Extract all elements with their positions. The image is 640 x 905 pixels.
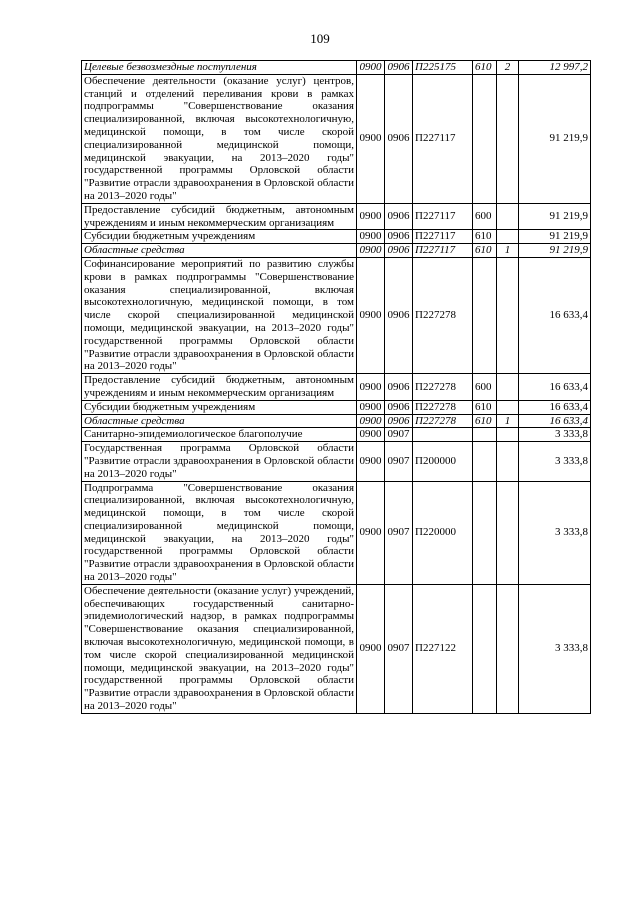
row-subsection: 0906 bbox=[385, 374, 413, 401]
row-amount: 3 333,8 bbox=[519, 442, 591, 481]
row-subsection: 0906 bbox=[385, 244, 413, 258]
row-target-code: П200000 bbox=[413, 442, 473, 481]
row-expense-type bbox=[473, 74, 497, 203]
row-section: 0900 bbox=[357, 442, 385, 481]
table-row bbox=[82, 584, 591, 713]
table-row bbox=[82, 74, 591, 203]
row-name: Предоставление субсидий бюджетным, автономным учреждениям и иным некоммерческим организациям bbox=[82, 203, 357, 230]
page-number: 109 bbox=[310, 31, 330, 46]
row-amount: 3 333,8 bbox=[519, 584, 591, 713]
row-subsection: 0906 bbox=[385, 230, 413, 244]
row-expense-type bbox=[473, 257, 497, 373]
row-expense-type: 610 bbox=[473, 400, 497, 414]
row-amount: 91 219,9 bbox=[519, 203, 591, 230]
row-name: Субсидии бюджетным учреждениям bbox=[82, 230, 357, 244]
row-amount: 16 633,4 bbox=[519, 374, 591, 401]
row-subsection: 0907 bbox=[385, 481, 413, 584]
row-section: 0900 bbox=[357, 428, 385, 442]
row-name: Субсидии бюджетным учреждениям bbox=[82, 400, 357, 414]
row-expense-type bbox=[473, 428, 497, 442]
row-amount: 12 997,2 bbox=[519, 61, 591, 75]
row-expense-type bbox=[473, 481, 497, 584]
budget-table-body bbox=[82, 61, 591, 714]
row-expense-type: 610 bbox=[473, 61, 497, 75]
row-expense-type: 610 bbox=[473, 244, 497, 258]
table-row bbox=[82, 414, 591, 428]
row-subsection: 0906 bbox=[385, 414, 413, 428]
row-expense-type: 600 bbox=[473, 374, 497, 401]
row-section: 0900 bbox=[357, 374, 385, 401]
row-funding-source bbox=[497, 442, 519, 481]
row-target-code: П225175 bbox=[413, 61, 473, 75]
row-amount: 16 633,4 bbox=[519, 257, 591, 373]
row-name: Целевые безвозмездные поступления bbox=[82, 61, 357, 75]
budget-table bbox=[81, 60, 591, 714]
table-row bbox=[82, 203, 591, 230]
row-funding-source bbox=[497, 230, 519, 244]
row-funding-source bbox=[497, 374, 519, 401]
table-row bbox=[82, 61, 591, 75]
row-amount: 16 633,4 bbox=[519, 414, 591, 428]
row-funding-source bbox=[497, 584, 519, 713]
row-name: Санитарно-эпидемиологическое благополучие bbox=[82, 428, 357, 442]
row-funding-source: 1 bbox=[497, 414, 519, 428]
row-target-code: П227117 bbox=[413, 244, 473, 258]
row-target-code: П227117 bbox=[413, 74, 473, 203]
row-funding-source bbox=[497, 428, 519, 442]
row-amount: 91 219,9 bbox=[519, 74, 591, 203]
table-row bbox=[82, 428, 591, 442]
table-row bbox=[82, 230, 591, 244]
row-section: 0900 bbox=[357, 244, 385, 258]
row-name: Софинансирование мероприятий по развитию службы крови в рамках подпрограммы "Совершенствование оказания специализированной, включая высокотехнологичную, медицинской помощи, в том числе скорой специализированной медицинской помощи, медицинской эвакуации, на 2013–2020 годы" государственной программы Орловской области "Развитие отрасли здравоохранения в Орловской области на 2013–2020 годы" bbox=[82, 257, 357, 373]
row-target-code: П227278 bbox=[413, 257, 473, 373]
table-row bbox=[82, 442, 591, 481]
row-name: Обеспечение деятельности (оказание услуг) учреждений, обеспечивающих государственный санитарно-эпидемиологический надзор, в рамках подпрограммы "Совершенствование оказания специализированной, включая высокотехнологичную, медицинской помощи, в том числе скорой специализированной медицинской помощи, медицинской эвакуации, на 2013–2020 годы" государственной программы Орловской области "Развитие отрасли здравоохранения в Орловской области на 2013–2020 годы" bbox=[82, 584, 357, 713]
row-subsection: 0906 bbox=[385, 203, 413, 230]
row-name: Предоставление субсидий бюджетным, автономным учреждениям и иным некоммерческим организациям bbox=[82, 374, 357, 401]
row-subsection: 0906 bbox=[385, 61, 413, 75]
row-funding-source bbox=[497, 400, 519, 414]
row-amount: 91 219,9 bbox=[519, 244, 591, 258]
row-section: 0900 bbox=[357, 400, 385, 414]
row-funding-source: 2 bbox=[497, 61, 519, 75]
row-section: 0900 bbox=[357, 61, 385, 75]
row-target-code: П227278 bbox=[413, 414, 473, 428]
row-name: Обеспечение деятельности (оказание услуг) центров, станций и отделений переливания крови в рамках подпрограммы "Совершенствование оказания специализированной, включая высокотехнологичную, медицинской помощи, в том числе скорой специализированной медицинской помощи, медицинской эвакуации, на 2013–2020 годы" государственной программы Орловской области "Развитие отрасли здравоохранения в Орловской области на 2013–2020 годы" bbox=[82, 74, 357, 203]
row-name: Подпрограмма "Совершенствование оказания специализированной, включая высокотехнологичную, медицинской помощи, в том числе скорой специализированной медицинской помощи, медицинской эвакуации, на 2013–2020 годы" государственной программы Орловской области "Развитие отрасли здравоохранения в Орловской области на 2013–2020 годы" bbox=[82, 481, 357, 584]
row-funding-source bbox=[497, 74, 519, 203]
row-section: 0900 bbox=[357, 230, 385, 244]
row-section: 0900 bbox=[357, 257, 385, 373]
row-amount: 3 333,8 bbox=[519, 428, 591, 442]
row-target-code: П227117 bbox=[413, 230, 473, 244]
row-amount: 16 633,4 bbox=[519, 400, 591, 414]
row-target-code: П227122 bbox=[413, 584, 473, 713]
row-target-code: П227278 bbox=[413, 374, 473, 401]
row-expense-type bbox=[473, 584, 497, 713]
row-amount: 3 333,8 bbox=[519, 481, 591, 584]
row-section: 0900 bbox=[357, 74, 385, 203]
row-subsection: 0907 bbox=[385, 442, 413, 481]
row-subsection: 0906 bbox=[385, 257, 413, 373]
row-section: 0900 bbox=[357, 203, 385, 230]
row-funding-source bbox=[497, 481, 519, 584]
row-subsection: 0907 bbox=[385, 428, 413, 442]
table-row bbox=[82, 257, 591, 373]
row-funding-source bbox=[497, 203, 519, 230]
row-expense-type: 610 bbox=[473, 230, 497, 244]
row-subsection: 0907 bbox=[385, 584, 413, 713]
table-row bbox=[82, 481, 591, 584]
row-section: 0900 bbox=[357, 414, 385, 428]
table-row bbox=[82, 374, 591, 401]
row-amount: 91 219,9 bbox=[519, 230, 591, 244]
row-section: 0900 bbox=[357, 481, 385, 584]
row-target-code: П227278 bbox=[413, 400, 473, 414]
row-target-code: П227117 bbox=[413, 203, 473, 230]
row-name: Областные средства bbox=[82, 244, 357, 258]
table-row bbox=[82, 400, 591, 414]
row-name: Государственная программа Орловской области "Развитие отрасли здравоохранения в Орловской области на 2013–2020 годы" bbox=[82, 442, 357, 481]
row-expense-type bbox=[473, 442, 497, 481]
row-section: 0900 bbox=[357, 584, 385, 713]
row-target-code: П220000 bbox=[413, 481, 473, 584]
row-subsection: 0906 bbox=[385, 74, 413, 203]
row-target-code bbox=[413, 428, 473, 442]
row-expense-type: 610 bbox=[473, 414, 497, 428]
row-name: Областные средства bbox=[82, 414, 357, 428]
row-expense-type: 600 bbox=[473, 203, 497, 230]
row-subsection: 0906 bbox=[385, 400, 413, 414]
row-funding-source: 1 bbox=[497, 244, 519, 258]
row-funding-source bbox=[497, 257, 519, 373]
table-row bbox=[82, 244, 591, 258]
